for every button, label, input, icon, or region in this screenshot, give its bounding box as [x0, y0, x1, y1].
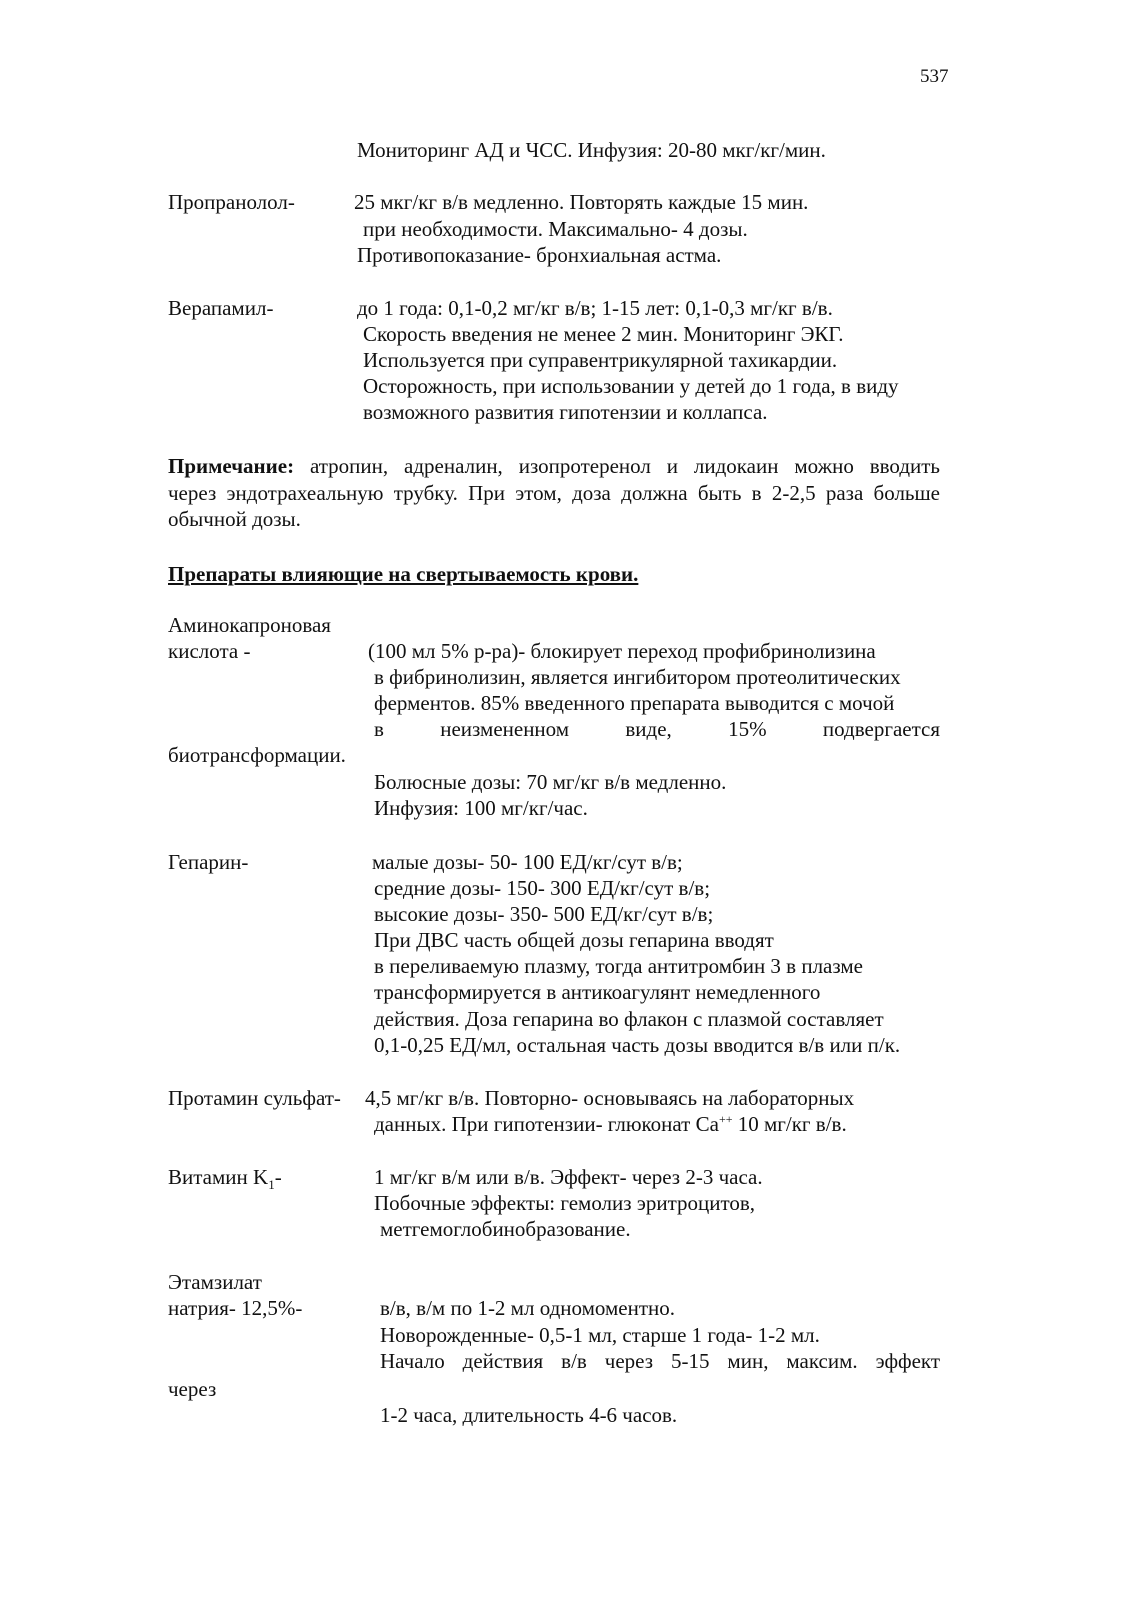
verapamil-line-2: Скорость введения не менее 2 мин. Мониторинг ЭКГ.	[363, 322, 844, 346]
vitamin-k-name	[168, 1164, 282, 1193]
note-label: Примечание:	[168, 454, 295, 478]
heparin-line-3: высокие дозы- 350- 500 ЕД/кг/сут в/в;	[374, 902, 714, 926]
protamine-text-2b: 10 мг/кг в/в.	[732, 1112, 847, 1136]
etamsylate-name-line-1: Этамзилат	[168, 1270, 262, 1294]
monitoring-line: Мониторинг АД и ЧСС. Инфузия: 20-80 мкг/кг/мин.	[357, 138, 826, 162]
section-heading: Препараты влияющие на свертываемость крови.	[168, 562, 639, 586]
acid-line-3: ферментов. 85% введенного препарата выводится с мочой	[374, 691, 895, 715]
heparin-line-1: малые дозы- 50- 100 ЕД/кг/сут в/в;	[372, 850, 683, 874]
vitamin-k-subscript: 1	[268, 1177, 275, 1193]
acid-line-1: (100 мл 5% р-ра)- блокирует переход профибринолизина	[368, 639, 876, 663]
heparin-line-4: При ДВС часть общей дозы гепарина вводят	[374, 928, 774, 952]
etamsylate-line-4: через	[168, 1377, 217, 1401]
acid-name-line-1: Аминокапроновая	[168, 613, 331, 637]
note-text-1: атропин, адреналин, изопротеренол и лидокаин можно вводить	[294, 454, 940, 478]
heparin-line-8: 0,1-0,25 ЕД/мл, остальная часть дозы вводится в/в или п/к.	[374, 1033, 901, 1057]
heparin-line-2: средние дозы- 150- 300 ЕД/кг/сут в/в;	[374, 876, 711, 900]
vitamin-k-name-text: Витамин K	[168, 1165, 269, 1189]
note-line-2: через эндотрахеальную трубку. При этом, доза должна быть в 2-2,5 раза больше	[168, 481, 940, 505]
heparin-line-6: трансформируется в антикоагулянт немедленного	[374, 980, 821, 1004]
note-line-3: обычной дозы.	[168, 507, 301, 531]
heparin-line-5: в переливаемую плазму, тогда антитромбин 3 в плазме	[374, 954, 863, 978]
vitamin-k-line-2: Побочные эффекты: гемолиз эритроцитов,	[374, 1191, 756, 1215]
verapamil-line-3: Используется при суправентрикулярной тахикардии.	[363, 348, 838, 372]
page-number: 537	[920, 66, 949, 87]
verapamil-line-4: Осторожность, при использовании у детей до 1 года, в виду	[363, 374, 899, 398]
protamine-line-1: 4,5 мг/кг в/в. Повторно- основываясь на лабораторных	[365, 1086, 855, 1110]
note-line-1	[168, 453, 940, 479]
protamine-line-2	[374, 1111, 847, 1137]
acid-line-7: Инфузия: 100 мг/кг/час.	[374, 796, 588, 820]
acid-line-5: биотрансформации.	[168, 743, 346, 767]
acid-line-2: в фибринолизин, является ингибитором протеолитических	[374, 665, 901, 689]
verapamil-name: Верапамил-	[168, 296, 274, 320]
heparin-line-7: действия. Доза гепарина во флакон с плазмой составляет	[374, 1007, 884, 1031]
protamine-name: Протамин сульфат-	[168, 1086, 341, 1110]
protamine-text-2a: данных. При гипотензии- глюконат Ca	[374, 1112, 719, 1136]
propranolol-line-3: Противопоказание- бронхиальная астма.	[357, 243, 722, 267]
acid-line-4: в неизмененном виде, 15% подвергается	[374, 717, 940, 741]
verapamil-line-1: до 1 года: 0,1-0,2 мг/кг в/в; 1-15 лет: 0,1-0,3 мг/кг в/в.	[357, 296, 833, 320]
acid-line-6: Болюсные дозы: 70 мг/кг в/в медленно.	[374, 770, 727, 794]
acid-name-line-2: кислота -	[168, 639, 251, 663]
vitamin-k-name-dash: -	[274, 1165, 282, 1189]
etamsylate-line-5: 1-2 часа, длительность 4-6 часов.	[380, 1403, 678, 1427]
calcium-charge-superscript: ++	[718, 1112, 733, 1126]
propranolol-line-1: 25 мкг/кг в/в медленно. Повторять каждые 15 мин.	[354, 190, 809, 214]
verapamil-line-5: возможного развития гипотензии и коллапса.	[363, 400, 768, 424]
vitamin-k-line-3: метгемоглобинобразование.	[380, 1217, 631, 1241]
etamsylate-line-2: Новорожденные- 0,5-1 мл, старше 1 года- 1-2 мл.	[380, 1323, 820, 1347]
propranolol-name: Пропранолол-	[168, 190, 295, 214]
etamsylate-line-3: Начало действия в/в через 5-15 мин, максим. эффект	[380, 1349, 940, 1373]
etamsylate-line-1: в/в, в/м по 1-2 мл одномоментно.	[380, 1296, 676, 1320]
etamsylate-name-line-2: натрия- 12,5%-	[168, 1296, 303, 1320]
heparin-name: Гепарин-	[168, 850, 249, 874]
vitamin-k-line-1: 1 мг/кг в/м или в/в. Эффект- через 2-3 часа.	[374, 1165, 763, 1189]
propranolol-line-2: при необходимости. Максимально- 4 дозы.	[363, 217, 748, 241]
